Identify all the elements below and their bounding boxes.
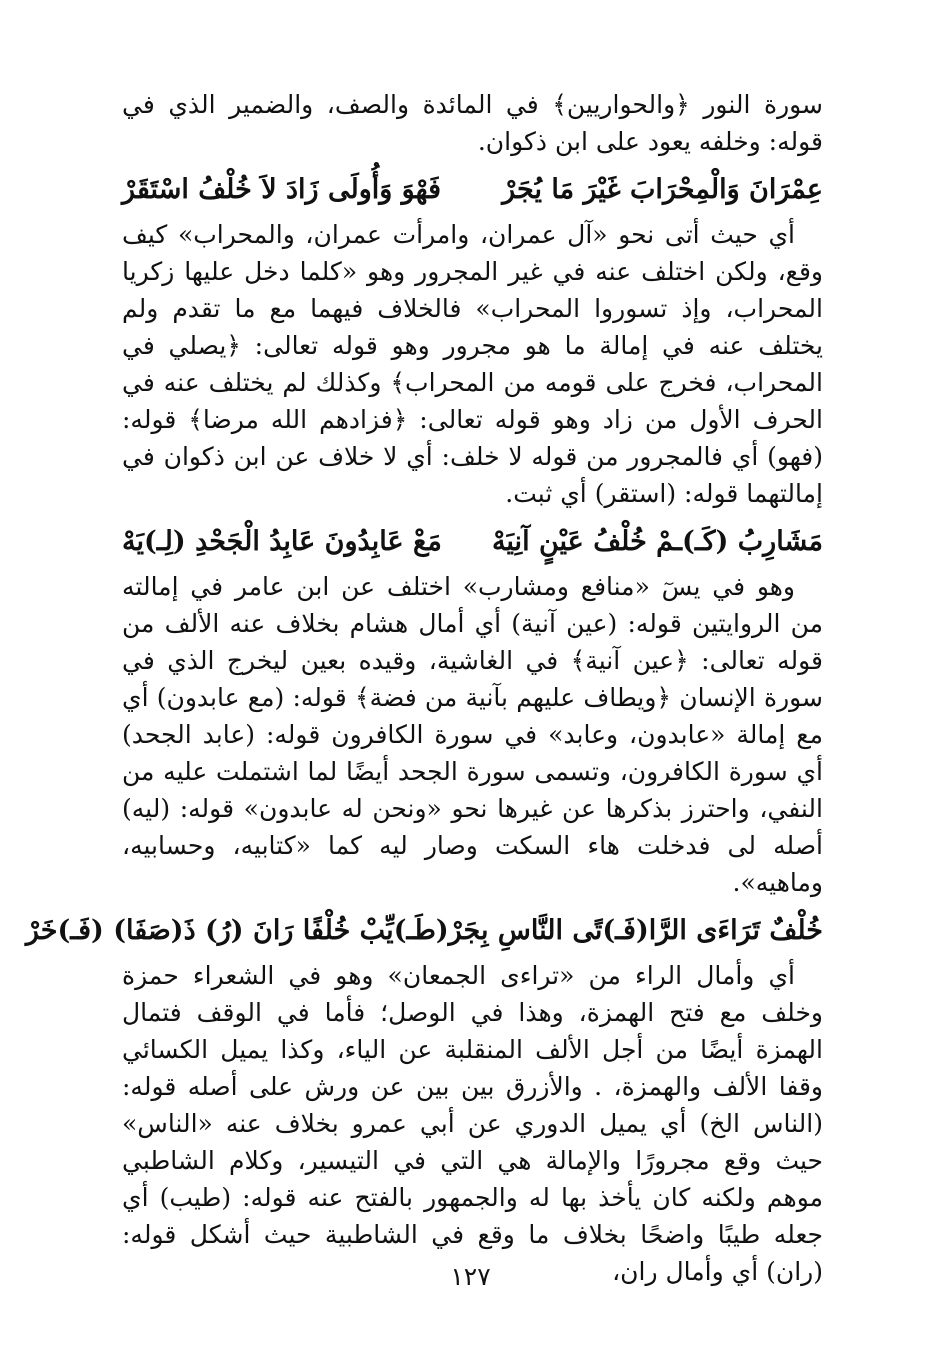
paragraph-commentary-1: أي حيث أتى نحو «آل عمران، وامرأت عمران، والمحراب» كيف وقع، ولكن اختلف عنه في غير المجرور وهو «كلما دخل عليها زكريا المحراب، وإذ تسوروا المحراب» فالخلاف فيهما مع ما تقدم ولم يختلف عنه في إمالة ما هو مجرور وهو قوله تعالى: ﴿يصلي في المحراب، فخرج على قومه من المحراب﴾ وكذلك لم يختلف عنه في الحرف الأول من زاد وهو قوله تعالى: ﴿فزادهم الله مرضا﴾ قوله: (فهو) أي فالمجرور من قوله لا خلف: أي لا خلاف عن ابن ذكوان في إمالتهما قوله: (استقر) أي ثبت. xyxy=(122,220,823,508)
paragraph-commentary-3: أي وأمال الراء من «تراءى الجمعان» وهو في الشعراء حمزة وخلف مع فتح الهمزة، وهذا في الوصل؛ فأما في الوقف فتمال الهمزة أيضًا من أجل الألف المنقلبة عن الياء، وكذا يميل الكسائي وقفا الألف والهمزة، . والأزرق بين بين عن ورش على أصله قوله: (الناس الخ) أي يميل الدوري عن أبي عمرو بخلاف عنه «الناس» حيث وقع مجرورًا والإمالة هي التي في التيسير، وكلام الشاطبي موهم ولكنه كان يأخذ بها له والجمهور بالفتح عنه قوله: (طيب) أي جعله طيبًا واضحًا بخلاف ما وقع في الشاطبية حيث أشكل قوله: (ران) أي وأمال ران، xyxy=(122,961,823,1286)
verse-1-first-hemistich: عِمْرَانَ وَالْمِحْرَابَ غَيْرَ مَا يُجَرْ xyxy=(502,174,823,205)
paragraph-commentary-2: وهو في يسٓ «منافع ومشارب» اختلف عن ابن عامر في إمالته من الروايتين قوله: (عين آنية) أي أمال هشام بخلاف عنه الألف من قوله تعالى: ﴿عين آنية﴾ في الغاشية، وقيده بعين ليخرج الذي في سورة الإنسان ﴿ويطاف عليهم بآنية من فضة﴾ قوله: (مع عابدون) أي مع إمالة «عابدون، وعابد» في سورة الكافرون قوله: (عابد الجحد) أي سورة الكافرون، وتسمى سورة الجحد أيضًا لما اشتملت عليه من النفي، واحترز بذكرها عن غيرها نحو «ونحن له عابدون» قوله: (ليه) أصله لى فدخلت هاء السكت وصار ليه كما «كتابيه، وحسابيه، وماهيه». xyxy=(122,572,823,897)
verse-3-second-hemistich: (طَـ)يِّبْ خُلْفًا رَانَ (رُ) ذَ(صَفَا) (فَـ)خَرْ xyxy=(25,915,449,946)
verse-line-3 xyxy=(25,911,823,951)
verse-line-2 xyxy=(122,522,823,562)
verse-2-first-hemistich: مَشَارِبُ (كَـ)ـمْ خُلْفُ عَيْنٍ آنِيَهْ xyxy=(491,526,823,557)
paragraph-intro: سورة النور ﴿والحواريين﴾ في المائدة والصف، والضمير الذي في قوله: وخلفه يعود على ابن ذكوان. xyxy=(122,90,823,156)
verse-1-second-hemistich: فَهْوَ وَأُولَى زَادَ لاَ خُلْفُ اسْتَقَرْ xyxy=(122,174,441,205)
page-number: ١٢٧ xyxy=(450,1262,491,1291)
verse-2-second-hemistich: مَعْ عَابِدُونَ عَابِدُ الْجَحْدِ (لِـ)يَهْ xyxy=(122,526,442,557)
verse-line-1 xyxy=(122,170,823,210)
verse-3-first-hemistich: خُلْفٌ تَرَاءَى الرَّا(فَـ)تًى النَّاسِ بِجَرْ xyxy=(448,915,823,946)
